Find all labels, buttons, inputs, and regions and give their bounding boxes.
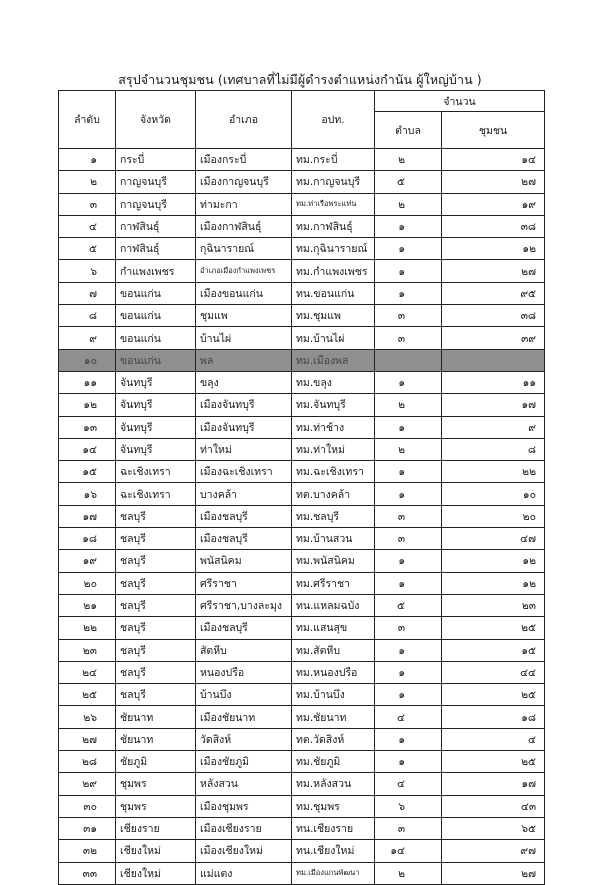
table-row bbox=[59, 483, 545, 505]
row-org: ทม.เมืองแกนพัฒนา bbox=[292, 862, 375, 884]
row-district: เมืองเชียงราย bbox=[196, 817, 292, 839]
row-subdistrict-count: ๑ bbox=[375, 461, 442, 483]
row-community-count: ๒๕ bbox=[442, 684, 545, 706]
row-org: ทม.หลังสวน bbox=[292, 773, 375, 795]
header-province: จังหวัด bbox=[116, 91, 196, 149]
row-community-count: ๒๕ bbox=[442, 617, 545, 639]
row-number: ๒๘ bbox=[59, 751, 116, 773]
row-subdistrict-count: ๒ bbox=[375, 862, 442, 884]
row-province: ชลบุรี bbox=[116, 550, 196, 572]
header-no: ลำดับ bbox=[59, 91, 116, 149]
row-number: ๘ bbox=[59, 305, 116, 327]
row-community-count: ๙๗ bbox=[442, 840, 545, 862]
header-count-group: จำนวน bbox=[375, 91, 545, 112]
row-subdistrict-count: ๑ bbox=[375, 238, 442, 260]
row-district: ชุมแพ bbox=[196, 305, 292, 327]
table-row bbox=[59, 550, 545, 572]
row-number: ๓๐ bbox=[59, 795, 116, 817]
row-number: ๒ bbox=[59, 171, 116, 193]
row-province: จันทบุรี bbox=[116, 438, 196, 460]
row-subdistrict-count: ๑ bbox=[375, 661, 442, 683]
row-community-count: ๓๘ bbox=[442, 215, 545, 237]
row-org: ทม.บ้านสวน bbox=[292, 528, 375, 550]
row-number: ๒๗ bbox=[59, 728, 116, 750]
row-community-count: ๔๗ bbox=[442, 528, 545, 550]
row-org: ทม.กำแพงเพชร bbox=[292, 260, 375, 282]
row-community-count: ๑๘ bbox=[442, 706, 545, 728]
row-community-count: ๒๓ bbox=[442, 594, 545, 616]
row-number: ๒๕ bbox=[59, 684, 116, 706]
row-subdistrict-count: ๔ bbox=[375, 706, 442, 728]
table-row bbox=[59, 661, 545, 683]
table-row bbox=[59, 282, 545, 304]
table-row bbox=[59, 728, 545, 750]
header-subdistrict: ตำบล bbox=[375, 112, 442, 149]
table-row bbox=[59, 617, 545, 639]
table-row bbox=[59, 528, 545, 550]
row-number: ๔ bbox=[59, 215, 116, 237]
row-number: ๒๔ bbox=[59, 661, 116, 683]
row-district: กุฉินารายณ์ bbox=[196, 238, 292, 260]
row-district: เมืองจันทบุรี bbox=[196, 394, 292, 416]
row-community-count: ๑๕ bbox=[442, 639, 545, 661]
row-province: ชัยนาท bbox=[116, 706, 196, 728]
row-org: ทม.ศรีราชา bbox=[292, 572, 375, 594]
row-org: ทต.บางคล้า bbox=[292, 483, 375, 505]
row-province: ชลบุรี bbox=[116, 661, 196, 683]
row-org: ทม.พนัสนิคม bbox=[292, 550, 375, 572]
table-row bbox=[59, 305, 545, 327]
row-province: ชลบุรี bbox=[116, 617, 196, 639]
row-org: ทม.ชลบุรี bbox=[292, 505, 375, 527]
row-subdistrict-count: ๑ bbox=[375, 639, 442, 661]
row-province: กำแพงเพชร bbox=[116, 260, 196, 282]
row-district: เมืองชลบุรี bbox=[196, 505, 292, 527]
row-district: บ้านไผ่ bbox=[196, 327, 292, 349]
row-subdistrict-count: ๕ bbox=[375, 171, 442, 193]
row-subdistrict-count: ๑๔ bbox=[375, 840, 442, 862]
row-district: เมืองชัยนาท bbox=[196, 706, 292, 728]
table-row bbox=[59, 215, 545, 237]
table-row bbox=[59, 171, 545, 193]
row-community-count: ๖๕ bbox=[442, 817, 545, 839]
row-number: ๒๖ bbox=[59, 706, 116, 728]
table-row bbox=[59, 238, 545, 260]
header-org: อปท. bbox=[292, 91, 375, 149]
row-province: ขอนแก่น bbox=[116, 349, 196, 371]
table-row bbox=[59, 371, 545, 393]
row-community-count: ๓๘ bbox=[442, 305, 545, 327]
row-community-count: ๑๔ bbox=[442, 149, 545, 171]
table-row bbox=[59, 862, 545, 884]
row-district: เมืองกาญจนบุรี bbox=[196, 171, 292, 193]
row-number: ๓๓ bbox=[59, 862, 116, 884]
row-org: ทน.เชียงราย bbox=[292, 817, 375, 839]
table-row bbox=[59, 438, 545, 460]
row-community-count: ๔ bbox=[442, 728, 545, 750]
row-province: ขอนแก่น bbox=[116, 305, 196, 327]
row-subdistrict-count: ๑ bbox=[375, 260, 442, 282]
table-row bbox=[59, 149, 545, 171]
row-org: ทน.ขอนแก่น bbox=[292, 282, 375, 304]
row-org: ทม.สัตหีบ bbox=[292, 639, 375, 661]
row-district: เมืองชลบุรี bbox=[196, 617, 292, 639]
row-district: อำเภอเมืองกำแพงเพชร bbox=[196, 260, 292, 282]
row-district: ศรีราชา bbox=[196, 572, 292, 594]
row-subdistrict-count: ๑ bbox=[375, 751, 442, 773]
row-province: กาฬสินธุ์ bbox=[116, 238, 196, 260]
row-subdistrict-count: ๑ bbox=[375, 371, 442, 393]
row-number: ๖ bbox=[59, 260, 116, 282]
row-org: ทม.ชัยภูมิ bbox=[292, 751, 375, 773]
row-subdistrict-count: ๓ bbox=[375, 327, 442, 349]
row-number: ๑๔ bbox=[59, 438, 116, 460]
table-row bbox=[59, 773, 545, 795]
row-province: กาญจนบุรี bbox=[116, 193, 196, 215]
row-community-count: ๒๗ bbox=[442, 171, 545, 193]
table-row bbox=[59, 327, 545, 349]
row-number: ๓๒ bbox=[59, 840, 116, 862]
row-province: ชลบุรี bbox=[116, 528, 196, 550]
row-subdistrict-count: ๑ bbox=[375, 416, 442, 438]
table-row bbox=[59, 193, 545, 215]
row-province: ชลบุรี bbox=[116, 639, 196, 661]
row-district: พนัสนิคม bbox=[196, 550, 292, 572]
row-subdistrict-count: ๒ bbox=[375, 149, 442, 171]
row-org: ทม.กุฉินารายณ์ bbox=[292, 238, 375, 260]
row-number: ๑๖ bbox=[59, 483, 116, 505]
row-province: เชียงราย bbox=[116, 817, 196, 839]
row-district: สัตหีบ bbox=[196, 639, 292, 661]
row-district: เมืองชลบุรี bbox=[196, 528, 292, 550]
row-org: ทม.กระบี่ bbox=[292, 149, 375, 171]
row-district: บ้านบึง bbox=[196, 684, 292, 706]
row-subdistrict-count: ๓ bbox=[375, 528, 442, 550]
row-subdistrict-count: ๑ bbox=[375, 550, 442, 572]
row-district: พล bbox=[196, 349, 292, 371]
row-community-count: ๘ bbox=[442, 438, 545, 460]
row-number: ๒๐ bbox=[59, 572, 116, 594]
row-number: ๓๑ bbox=[59, 817, 116, 839]
row-org: ทม.จันทบุรี bbox=[292, 394, 375, 416]
row-number: ๒๒ bbox=[59, 617, 116, 639]
row-number: ๙ bbox=[59, 327, 116, 349]
row-district: เมืองขอนแก่น bbox=[196, 282, 292, 304]
row-district: เมืองจันทบุรี bbox=[196, 416, 292, 438]
row-org: ทม.หนองปรือ bbox=[292, 661, 375, 683]
row-community-count: ๔๓ bbox=[442, 795, 545, 817]
table-row bbox=[59, 505, 545, 527]
row-subdistrict-count: ๑ bbox=[375, 215, 442, 237]
row-subdistrict-count: ๓ bbox=[375, 817, 442, 839]
row-community-count: ๑๒ bbox=[442, 550, 545, 572]
row-org: ทม.ชุมแพ bbox=[292, 305, 375, 327]
row-community-count: ๑๗ bbox=[442, 394, 545, 416]
row-district: ท่าใหม่ bbox=[196, 438, 292, 460]
row-community-count: ๔๔ bbox=[442, 661, 545, 683]
row-org: ทม.ฉะเชิงเทรา bbox=[292, 461, 375, 483]
row-number: ๑๑ bbox=[59, 371, 116, 393]
row-community-count: ๑๗ bbox=[442, 773, 545, 795]
row-subdistrict-count bbox=[375, 349, 442, 371]
row-number: ๗ bbox=[59, 282, 116, 304]
community-table bbox=[58, 90, 545, 885]
row-subdistrict-count: ๓ bbox=[375, 305, 442, 327]
row-number: ๑๙ bbox=[59, 550, 116, 572]
row-district: หลังสวน bbox=[196, 773, 292, 795]
row-province: ชัยนาท bbox=[116, 728, 196, 750]
row-community-count: ๒๗ bbox=[442, 260, 545, 282]
row-province: จันทบุรี bbox=[116, 371, 196, 393]
table-row bbox=[59, 394, 545, 416]
row-province: ชลบุรี bbox=[116, 572, 196, 594]
row-district: ขลุง bbox=[196, 371, 292, 393]
row-district: เมืองกระบี่ bbox=[196, 149, 292, 171]
row-district: เมืองกาฬสินธุ์ bbox=[196, 215, 292, 237]
row-province: จันทบุรี bbox=[116, 416, 196, 438]
row-community-count: ๒๒ bbox=[442, 461, 545, 483]
row-district: ท่ามะกา bbox=[196, 193, 292, 215]
table-row bbox=[59, 416, 545, 438]
row-subdistrict-count: ๑ bbox=[375, 728, 442, 750]
table-row bbox=[59, 795, 545, 817]
row-community-count: ๑๐ bbox=[442, 483, 545, 505]
page-title: สรุปจำนวนชุมชน (เทศบาลที่ไม่มีผู้ดำรงตำแหน่งกำนัน ผู้ใหญ่บ้าน ) bbox=[118, 72, 482, 87]
row-district: เมืองฉะเชิงเทรา bbox=[196, 461, 292, 483]
row-number: ๑๕ bbox=[59, 461, 116, 483]
row-org: ทน.แหลมฉบัง bbox=[292, 594, 375, 616]
row-org: ทม.ชัยนาท bbox=[292, 706, 375, 728]
row-district: เมืองชุมพร bbox=[196, 795, 292, 817]
row-number: ๑๒ bbox=[59, 394, 116, 416]
row-province: กระบี่ bbox=[116, 149, 196, 171]
row-province: ชุมพร bbox=[116, 773, 196, 795]
row-number: ๑๗ bbox=[59, 505, 116, 527]
row-district: บางคล้า bbox=[196, 483, 292, 505]
table-row bbox=[59, 639, 545, 661]
row-district: เมืองชัยภูมิ bbox=[196, 751, 292, 773]
row-community-count: ๑๒ bbox=[442, 238, 545, 260]
row-org: ทม.บ้านบึง bbox=[292, 684, 375, 706]
row-province: ชัยภูมิ bbox=[116, 751, 196, 773]
header-district: อำเภอ bbox=[196, 91, 292, 149]
row-org: ทม.แสนสุข bbox=[292, 617, 375, 639]
row-province: ชลบุรี bbox=[116, 684, 196, 706]
header-community: ชุมชน bbox=[442, 112, 545, 149]
row-district: วัดสิงห์ bbox=[196, 728, 292, 750]
row-subdistrict-count: ๓ bbox=[375, 617, 442, 639]
row-province: ฉะเชิงเทรา bbox=[116, 461, 196, 483]
row-subdistrict-count: ๓ bbox=[375, 505, 442, 527]
table-row bbox=[59, 751, 545, 773]
row-province: ขอนแก่น bbox=[116, 282, 196, 304]
row-org: ทน.เชียงใหม่ bbox=[292, 840, 375, 862]
row-district: หนองปรือ bbox=[196, 661, 292, 683]
row-district: แม่แตง bbox=[196, 862, 292, 884]
row-community-count: ๓๙ bbox=[442, 327, 545, 349]
row-province: ขอนแก่น bbox=[116, 327, 196, 349]
row-number: ๒๓ bbox=[59, 639, 116, 661]
row-number: ๓ bbox=[59, 193, 116, 215]
row-number: ๒๑ bbox=[59, 594, 116, 616]
row-community-count: ๒๗ bbox=[442, 862, 545, 884]
row-org: ทม.กาฬสินธุ์ bbox=[292, 215, 375, 237]
row-org: ทต.วัดสิงห์ bbox=[292, 728, 375, 750]
row-community-count: ๒๕ bbox=[442, 751, 545, 773]
table-body bbox=[59, 149, 545, 885]
row-org: ทม.ท่าเรือพระแท่น bbox=[292, 193, 375, 215]
row-province: กาญจนบุรี bbox=[116, 171, 196, 193]
row-org: ทม.ท่าช้าง bbox=[292, 416, 375, 438]
row-district: ศรีราชา,บางละมุง bbox=[196, 594, 292, 616]
row-number: ๑๘ bbox=[59, 528, 116, 550]
row-community-count bbox=[442, 349, 545, 371]
row-number: ๑๐ bbox=[59, 349, 116, 371]
table-row bbox=[59, 684, 545, 706]
row-province: ชลบุรี bbox=[116, 594, 196, 616]
row-province: จันทบุรี bbox=[116, 394, 196, 416]
row-subdistrict-count: ๕ bbox=[375, 594, 442, 616]
row-province: ชุมพร bbox=[116, 795, 196, 817]
row-org: ทม.บ้านไผ่ bbox=[292, 327, 375, 349]
row-community-count: ๑๑ bbox=[442, 371, 545, 393]
row-number: ๑๓ bbox=[59, 416, 116, 438]
row-province: เชียงใหม่ bbox=[116, 862, 196, 884]
row-subdistrict-count: ๑ bbox=[375, 572, 442, 594]
row-subdistrict-count: ๒ bbox=[375, 438, 442, 460]
row-org: ทม.เมืองพล bbox=[292, 349, 375, 371]
row-subdistrict-count: ๑ bbox=[375, 483, 442, 505]
row-community-count: ๑๒ bbox=[442, 572, 545, 594]
row-community-count: ๑๙ bbox=[442, 193, 545, 215]
row-province: ชลบุรี bbox=[116, 505, 196, 527]
row-org: ทม.กาญจนบุรี bbox=[292, 171, 375, 193]
row-province: ฉะเชิงเทรา bbox=[116, 483, 196, 505]
row-subdistrict-count: ๑ bbox=[375, 684, 442, 706]
row-community-count: ๙๕ bbox=[442, 282, 545, 304]
row-province: กาฬสินธุ์ bbox=[116, 215, 196, 237]
row-number: ๑ bbox=[59, 149, 116, 171]
row-number: ๕ bbox=[59, 238, 116, 260]
row-org: ทม.ชุมพร bbox=[292, 795, 375, 817]
row-subdistrict-count: ๒ bbox=[375, 193, 442, 215]
row-community-count: ๙ bbox=[442, 416, 545, 438]
row-subdistrict-count: ๒ bbox=[375, 394, 442, 416]
table-row bbox=[59, 594, 545, 616]
row-subdistrict-count: ๔ bbox=[375, 773, 442, 795]
row-province: เชียงใหม่ bbox=[116, 840, 196, 862]
table-row bbox=[59, 461, 545, 483]
table-row bbox=[59, 349, 545, 371]
row-org: ทม.ขลุง bbox=[292, 371, 375, 393]
row-community-count: ๒๐ bbox=[442, 505, 545, 527]
table-row bbox=[59, 706, 545, 728]
table-row bbox=[59, 572, 545, 594]
row-subdistrict-count: ๑ bbox=[375, 282, 442, 304]
row-number: ๒๙ bbox=[59, 773, 116, 795]
row-org: ทม.ท่าใหม่ bbox=[292, 438, 375, 460]
row-district: เมืองเชียงใหม่ bbox=[196, 840, 292, 862]
table-row bbox=[59, 260, 545, 282]
table-row bbox=[59, 817, 545, 839]
row-subdistrict-count: ๖ bbox=[375, 795, 442, 817]
